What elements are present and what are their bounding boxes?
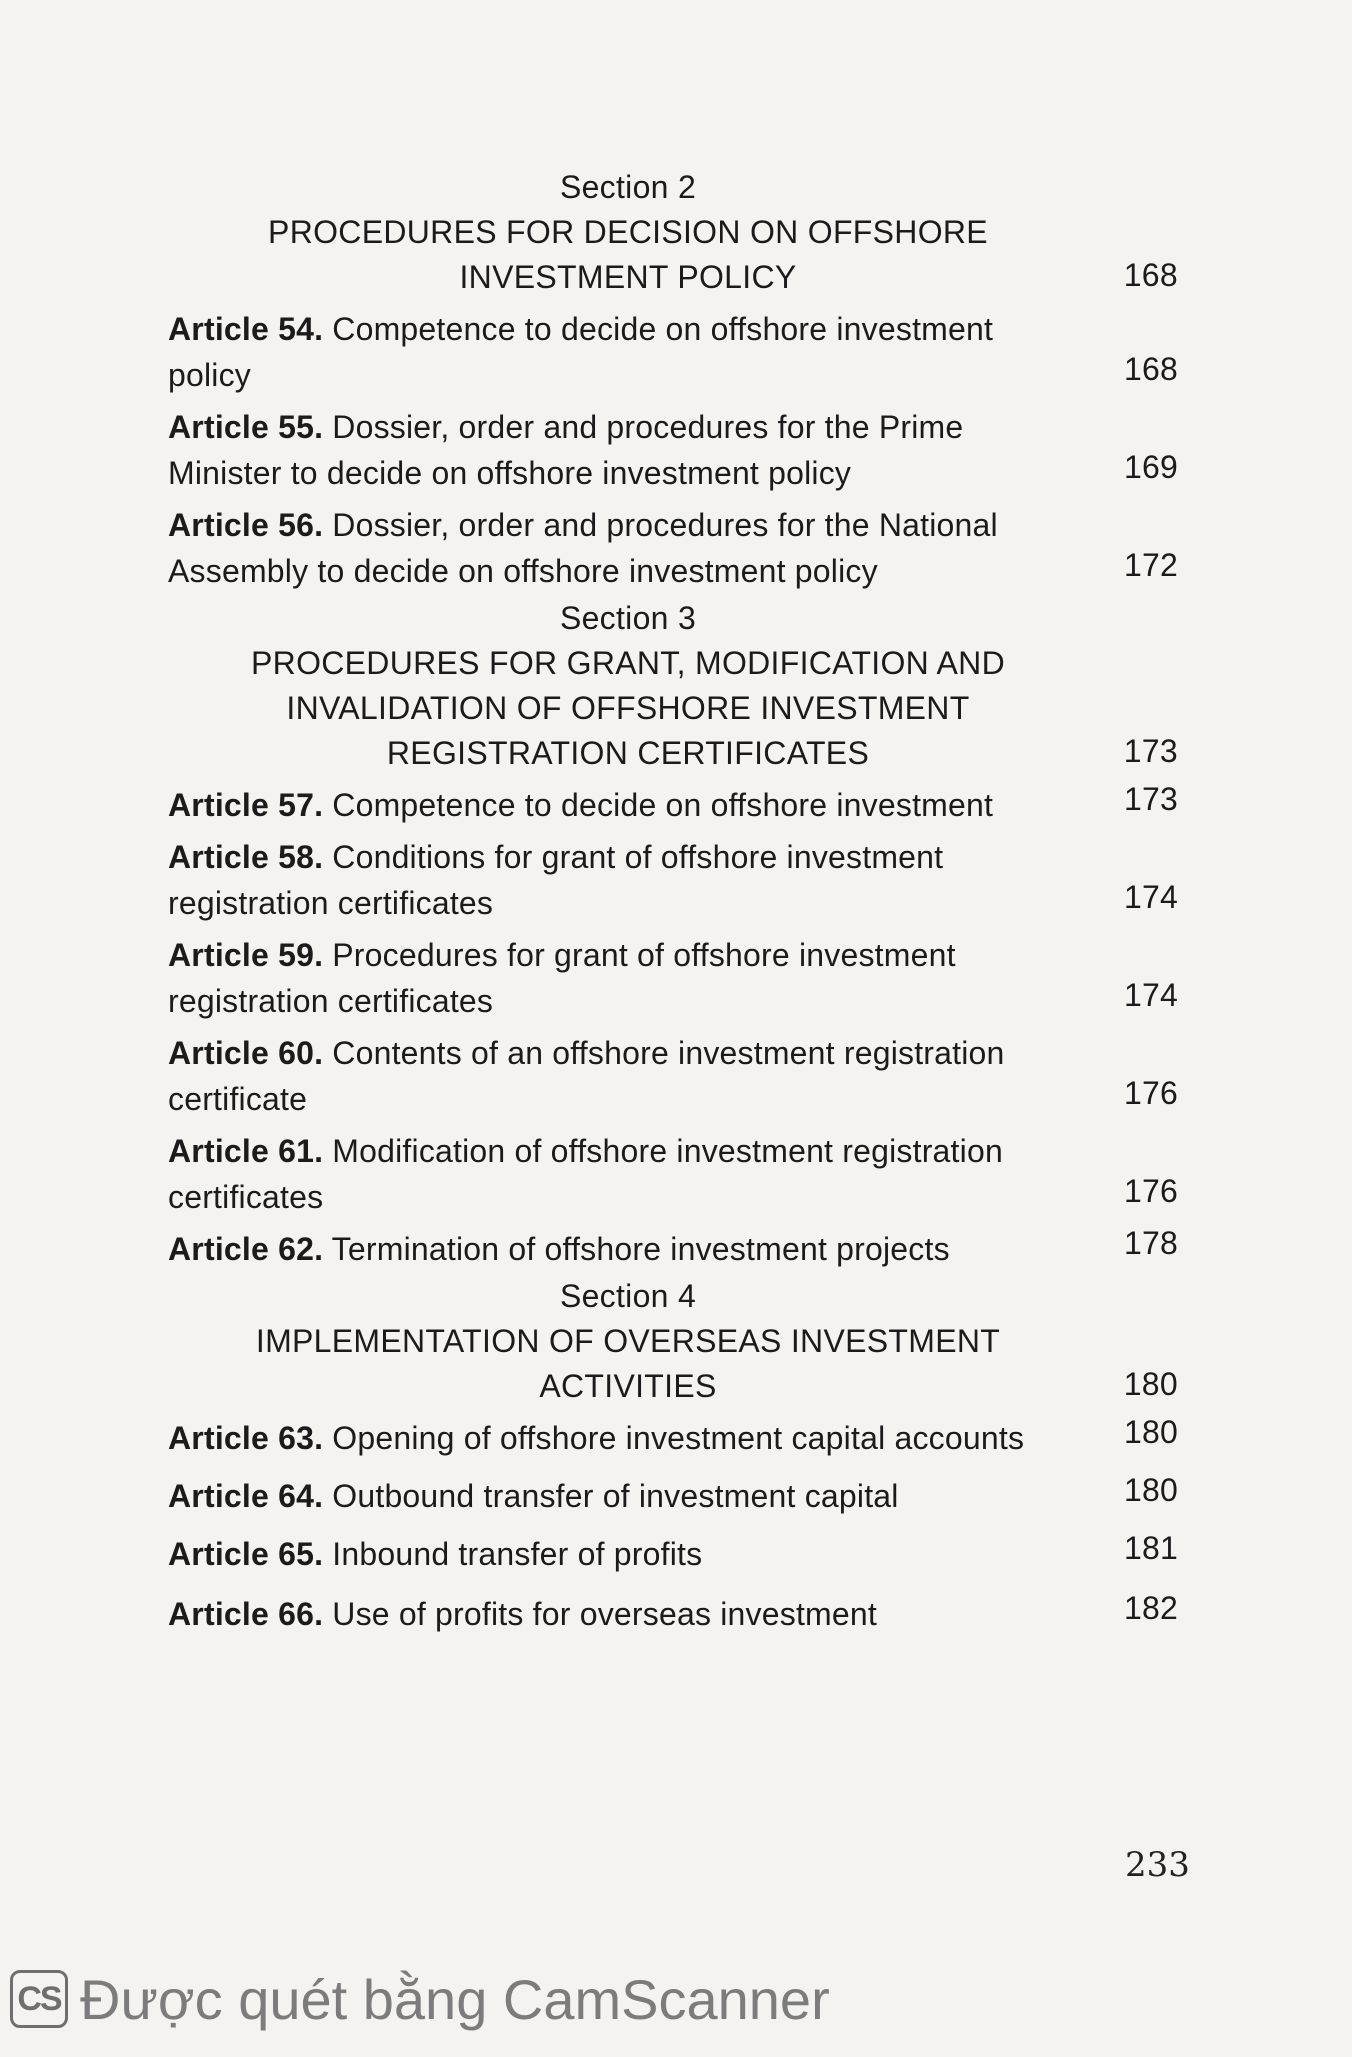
article-title: Competence to decide on offshore investment policy [168,311,994,393]
toc-entry-article-58 [168,834,1178,926]
article-title: Dossier, order and procedures for the Prime Minister to decide on offshore investment policy [168,409,964,491]
section-title-line: ACTIVITIES [539,1368,717,1404]
section-page-number: 180 [1123,1366,1178,1402]
entry-page-number: 173 [1124,781,1178,817]
article-number: Article 57. [168,787,324,823]
section-title-line: PROCEDURES FOR DECISION ON OFFSHORE [268,214,988,250]
section-page-number: 173 [1123,733,1178,769]
toc-entry-article-57 [168,782,1178,828]
section-heading-3 [168,596,1178,776]
section-title-line: INVALIDATION OF OFFSHORE INVESTMENT [286,690,970,726]
toc-entry-article-66 [168,1591,1178,1637]
entry-page-number: 182 [1124,1590,1178,1626]
entry-page-number: 168 [1124,351,1178,387]
table-of-contents [168,165,1178,1639]
section-label: Section 4 [559,1278,697,1314]
section-label: Section 3 [559,600,697,636]
article-number: Article 56. [168,507,324,543]
entry-page-number: 180 [1124,1414,1178,1450]
toc-entry-article-55 [168,404,1178,496]
entry-page-number: 176 [1124,1173,1178,1209]
article-title: Use of profits for overseas investment [323,1596,877,1632]
toc-entry-article-54 [168,306,1178,398]
section-title-line: PROCEDURES FOR GRANT, MODIFICATION AND [251,645,1005,681]
article-title: Opening of offshore investment capital accounts [323,1420,1025,1456]
section-heading-2 [168,165,1178,300]
toc-entry-article-61 [168,1128,1178,1220]
section-title-line: REGISTRATION CERTIFICATES [386,735,870,771]
watermark-text: Được quét bằng CamScanner [80,1967,830,2031]
entry-page-number: 178 [1124,1225,1178,1261]
article-number: Article 59. [168,937,324,973]
toc-entry-article-64 [168,1473,1178,1519]
entry-page-number: 180 [1124,1472,1178,1508]
section-title-line: IMPLEMENTATION OF OVERSEAS INVESTMENT [255,1323,1001,1359]
toc-entry-article-63 [168,1415,1178,1461]
article-number: Article 65. [168,1536,324,1572]
entry-page-number: 169 [1124,449,1178,485]
article-number: Article 62. [168,1231,324,1267]
camscanner-watermark [10,1964,830,2034]
section-heading-4 [168,1274,1178,1409]
entry-page-number: 176 [1124,1075,1178,1111]
toc-entry-article-62 [168,1226,1178,1272]
article-number: Article 55. [168,409,324,445]
entry-page-number: 174 [1124,879,1178,915]
toc-entry-article-56 [168,502,1178,594]
article-number: Article 61. [168,1133,324,1169]
article-title: Inbound transfer of profits [323,1536,703,1572]
article-number: Article 64. [168,1478,324,1514]
article-title: Dossier, order and procedures for the National Assembly to decide on offshore investment policy [168,507,998,589]
section-label: Section 2 [559,169,697,205]
article-title: Modification of offshore investment registration certificates [168,1133,1003,1215]
toc-entry-article-65 [168,1531,1178,1577]
camscanner-logo-icon: CS [10,1970,68,2028]
section-title-line: INVESTMENT POLICY [459,259,797,295]
article-title: Conditions for grant of offshore investment registration certificates [168,839,944,921]
article-title: Contents of an offshore investment registration certificate [168,1035,1005,1117]
article-title: Procedures for grant of offshore investment registration certificates [168,937,956,1019]
article-number: Article 63. [168,1420,324,1456]
toc-entry-article-59 [168,932,1178,1024]
section-page-number: 168 [1123,257,1178,293]
article-number: Article 54. [168,311,324,347]
article-number: Article 66. [168,1596,324,1632]
toc-entry-article-60 [168,1030,1178,1122]
entry-page-number: 181 [1124,1530,1178,1566]
page-number: 233 [1125,1845,1190,1885]
article-number: Article 60. [168,1035,324,1071]
entry-page-number: 172 [1124,547,1178,583]
article-number: Article 58. [168,839,324,875]
article-title: Outbound transfer of investment capital [323,1478,899,1514]
article-title: Termination of offshore investment projects [323,1231,950,1267]
article-title: Competence to decide on offshore investment [323,787,994,823]
entry-page-number: 174 [1124,977,1178,1013]
